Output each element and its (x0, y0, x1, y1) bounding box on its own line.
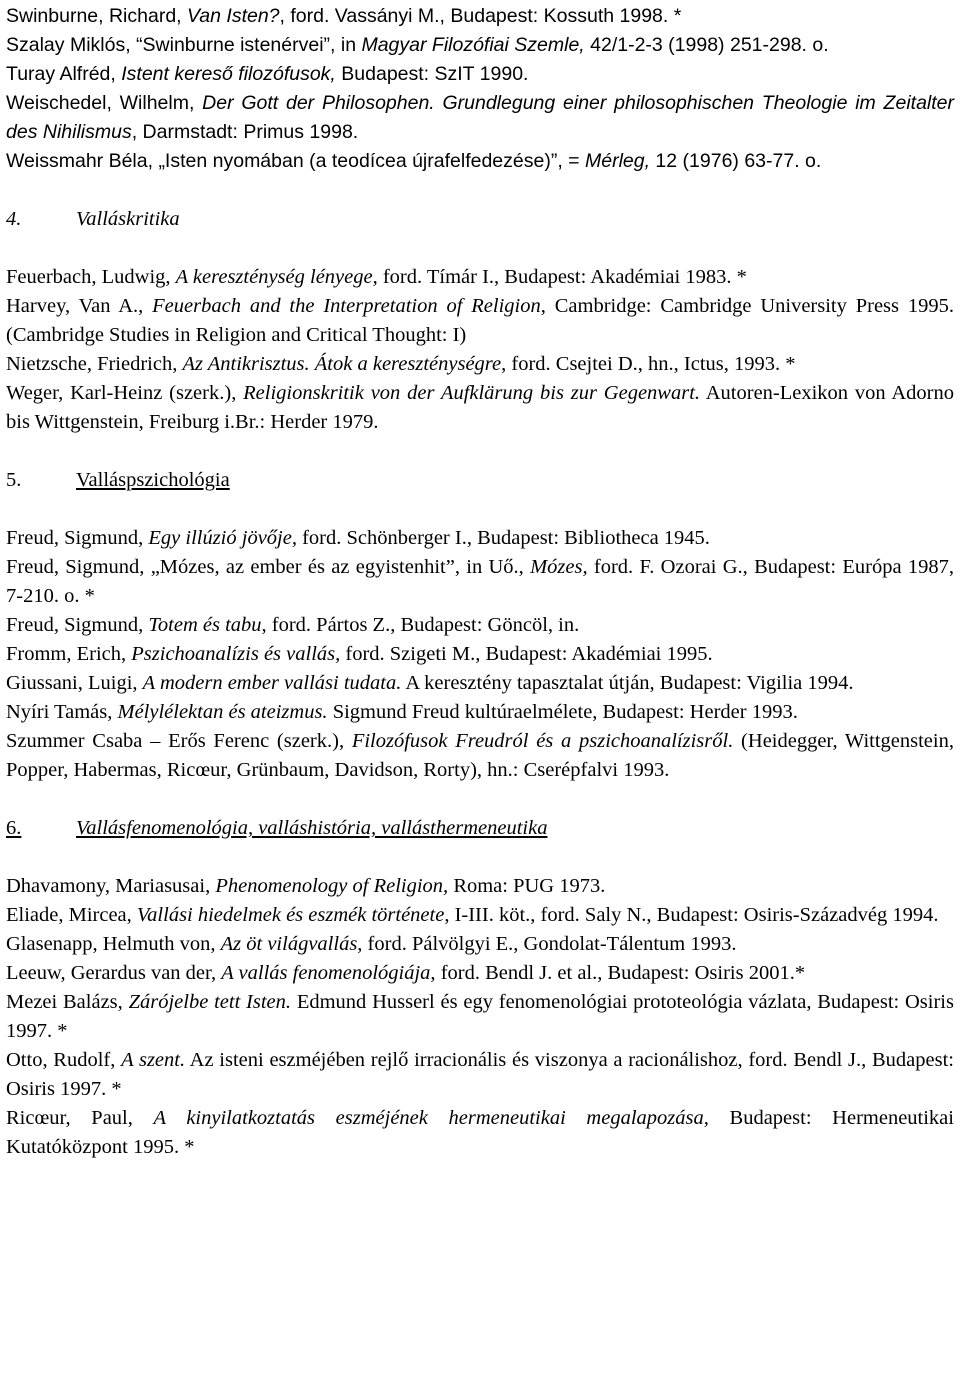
bibliography-entry (6, 930, 954, 959)
entry-title-text: Pszichoanalízis és vallás, (131, 643, 341, 665)
entry-text: (Heidegger, Wittgenstein, Popper, Habermas, Ricœur, Grünbaum, Davidson, Rorty), hn.: Cserépfalvi 1993. (6, 730, 954, 781)
entry-text: Eliade, Mircea, (6, 904, 137, 926)
entry-title-text: A vallás fenomenológiája, (221, 962, 436, 984)
section-heading (6, 466, 954, 495)
entry-text: , Cambridge: Cambridge University Press 1995. (Cambridge Studies in Religion and Critical Thought: I) (6, 295, 955, 346)
bibliography-entry (6, 553, 954, 611)
entry-title-text: Istent kereső filozófusok, (121, 63, 336, 85)
entry-title-text: A szent. (121, 1049, 186, 1071)
entry-text: A keresztény tapasztalat útján, Budapest: Vigilia 1994. (401, 672, 854, 694)
entry-text: 42/1-2-3 (1998) 251-298. o. (584, 34, 829, 56)
entry-text: ford. Szigeti M., Budapest: Akadémiai 1995. (340, 643, 713, 665)
sections (6, 205, 954, 1162)
entry-title-text: Phenomenology of Religion, (215, 875, 449, 897)
entry-text: Feuerbach, Ludwig, (6, 266, 176, 288)
bibliography-entry (6, 872, 954, 901)
entry-text: Szummer Csaba – Erős Ferenc (szerk.), (6, 730, 352, 752)
bibliography-section (6, 205, 954, 437)
bibliography-entry (6, 901, 954, 930)
bibliography-section (6, 466, 954, 785)
entry-text: Edmund Husserl és egy fenomenológiai prototeológia vázlata, Budapest: Osiris 1997. * (6, 991, 954, 1042)
entry-title-text: Egy illúzió jövője, (148, 527, 297, 549)
section-title: Vallásfenomenológia, valláshistória, vallásthermeneutika (76, 817, 548, 839)
section-title: Valláskritika (76, 208, 180, 230)
entry-title-text: Religionskritik von der Aufklärung bis zur Gegenwart. (243, 382, 701, 404)
bibliography-entry (6, 640, 954, 669)
entry-title-text: Filozófusok Freudról és a pszichoanalízisről. (351, 730, 734, 752)
bibliography-entry (6, 60, 954, 89)
entry-text: Dhavamony, Mariasusai, (6, 875, 216, 897)
continuation-list (6, 2, 954, 176)
entry-text: Mezei Balázs, (6, 991, 129, 1013)
entry-text: Autoren-Lexikon von Adorno bis Wittgenstein, Freiburg i.Br.: Herder 1979. (6, 382, 954, 433)
entry-text: , ford. Vassányi M., Budapest: Kossuth 1998. * (279, 5, 682, 27)
bibliography-entry (6, 1046, 954, 1104)
bibliography-entry (6, 524, 954, 553)
entry-text: Weger, Karl-Heinz (szerk.), (6, 382, 244, 404)
entry-text: ford. Tímár I., Budapest: Akadémiai 1983. * (377, 266, 747, 288)
section-heading (6, 205, 954, 234)
entry-text: Weischedel, Wilhelm, (6, 92, 203, 114)
bibliography-entry (6, 698, 954, 727)
entry-title-text: Der Gott der Philosophen. Grundlegung einer philosophischen Theologie im Zeitalter des Nihilismus (6, 92, 954, 143)
entry-title-text: Mélylélektan és ateizmus. (117, 701, 328, 723)
entry-text: ford. F. Ozorai G., Budapest: Európa 1987, 7-210. o. * (6, 556, 954, 607)
entry-title-text: Mérleg, (584, 150, 651, 172)
entry-text: Az isteni eszméjében rejlő irracionális és viszonya a racionálishoz, ford. Bendl J., Budapest: Osiris 1997. * (6, 1049, 954, 1100)
entry-title-text: Feuerbach and the Interpretation of Religion (152, 295, 541, 317)
entry-text: ford. Bendl J. et al., Budapest: Osiris 2001.* (435, 962, 806, 984)
entry-title-text: Totem és tabu (148, 614, 262, 636)
section-heading (6, 814, 954, 843)
entry-text: ford. Pálvölgyi E., Gondolat-Tálentum 1993. (362, 933, 737, 955)
entry-text: , ford. Csejtei D., hn., Ictus, 1993. * (501, 353, 796, 375)
section-title: Valláspszichológia (76, 469, 230, 491)
entry-text: Budapest: Hermeneutikai Kutatóközpont 1995. * (6, 1107, 954, 1158)
entry-text: Sigmund Freud kultúraelmélete, Budapest: Herder 1993. (327, 701, 798, 723)
entry-text: Nyíri Tamás, (6, 701, 118, 723)
section-number: 5. (6, 469, 22, 491)
entry-text: Fromm, Erich, (6, 643, 132, 665)
bibliography-entry (6, 669, 954, 698)
entry-text: , Darmstadt: Primus 1998. (131, 121, 359, 143)
entry-title-text: A kinyilatkoztatás eszméjének hermeneutikai megalapozása, (153, 1107, 709, 1129)
entry-text: Glasenapp, Helmuth von, (6, 933, 221, 955)
bibliography-entry (6, 379, 954, 437)
bibliography-entry (6, 147, 954, 176)
entry-title-text: Az Antikrisztus. Átok a kereszténységre (182, 353, 502, 375)
entry-text: Leeuw, Gerardus van der, (6, 962, 222, 984)
entry-text: Ricœur, Paul, (6, 1107, 154, 1129)
bibliography-entry (6, 988, 954, 1046)
entry-title-text: Van Isten? (187, 5, 280, 27)
entry-title-text: A modern ember vallási tudata. (142, 672, 402, 694)
entry-text: , I-III. köt., ford. Saly N., Budapest: Osiris-Századvég 1994. (444, 904, 939, 926)
entry-title-text: Vallási hiedelmek és eszmék története (136, 904, 445, 926)
bibliography-entry (6, 959, 954, 988)
entry-text: Otto, Rudolf, (6, 1049, 122, 1071)
entry-text: , ford. Pártos Z., Budapest: Göncöl, in. (261, 614, 580, 636)
bibliography-entry (6, 263, 954, 292)
entry-text: Szalay Miklós, “Swinburne istenérvei”, in (6, 34, 362, 56)
bibliography-entry (6, 1104, 954, 1162)
entry-title-text: Az öt világvallás, (220, 933, 363, 955)
bibliography-entry (6, 727, 954, 785)
entry-text: Swinburne, Richard, (6, 5, 188, 27)
entry-text: Turay Alfréd, (6, 63, 122, 85)
section-number: 6. (6, 817, 22, 839)
bibliography-entry (6, 292, 954, 350)
entry-text: Harvey, Van A., (6, 295, 153, 317)
entry-text: Roma: PUG 1973. (448, 875, 606, 897)
section-number: 4. (6, 208, 22, 230)
entry-text: Nietzsche, Friedrich, (6, 353, 183, 375)
entry-text: Freud, Sigmund, „Mózes, az ember és az egyistenhit”, in Uő., (6, 556, 531, 578)
bibliography-section (6, 814, 954, 1162)
bibliography-entry (6, 611, 954, 640)
entry-title-text: Magyar Filozófiai Szemle, (361, 34, 585, 56)
entry-title-text: A kereszténység lényege, (175, 266, 378, 288)
entry-title-text: Mózes, (530, 556, 588, 578)
entry-title-text: Zárójelbe tett Isten. (128, 991, 292, 1013)
bibliography-entry (6, 350, 954, 379)
entry-text: Freud, Sigmund, (6, 614, 149, 636)
entry-text: 12 (1976) 63-77. o. (650, 150, 822, 172)
bibliography-entry (6, 89, 954, 147)
entry-text: Freud, Sigmund, (6, 527, 149, 549)
bibliography-entry (6, 2, 954, 31)
entry-text: Budapest: SzIT 1990. (335, 63, 529, 85)
entry-text: Weissmahr Béla, „Isten nyomában (a teodícea újrafelfedezése)”, = (6, 150, 585, 172)
entry-text: Giussani, Luigi, (6, 672, 143, 694)
bibliography-entry (6, 31, 954, 60)
entry-text: ford. Schönberger I., Budapest: Bibliotheca 1945. (296, 527, 710, 549)
